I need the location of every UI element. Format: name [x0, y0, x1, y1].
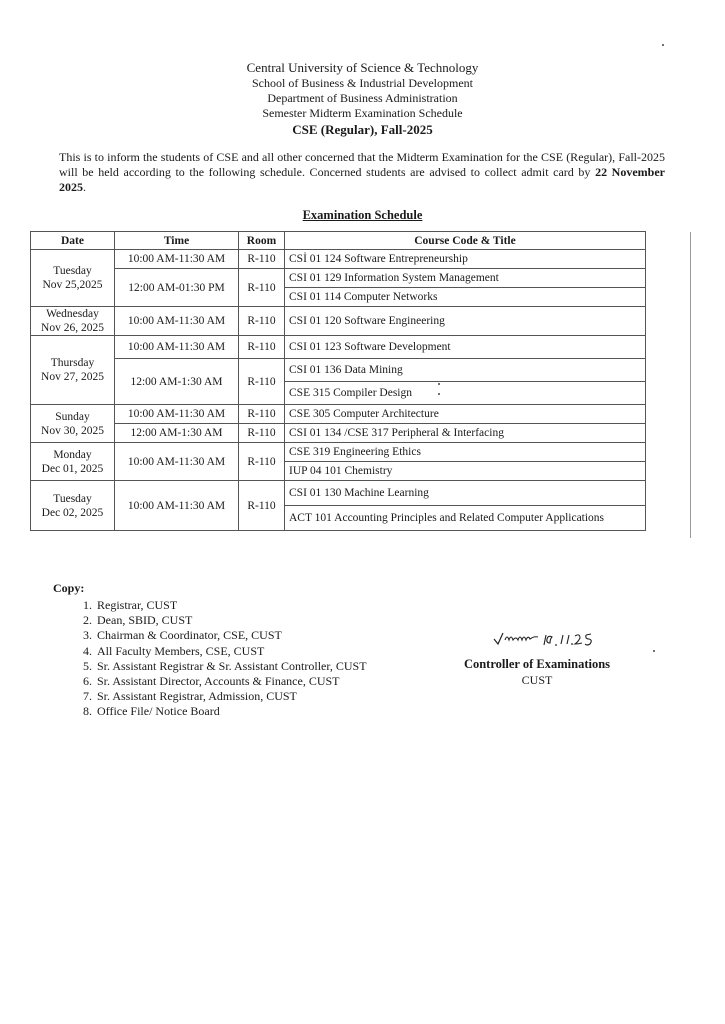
date-cell — [31, 336, 115, 405]
table-row — [31, 250, 646, 269]
date-cell — [31, 481, 115, 531]
university-name: Central University of Science & Technology — [246, 60, 479, 75]
course-cell: CSE 315 Compiler Design — [285, 382, 646, 405]
date-value: Dec 01, 2025 — [41, 462, 104, 475]
course-cell: IUP 04 101 Chemistry — [285, 462, 646, 481]
date-value: Nov 26, 2025 — [41, 322, 104, 334]
time-cell: 12:00 AM-1:30 AM — [115, 424, 239, 443]
header-date: Date — [31, 232, 115, 250]
table-row — [31, 359, 646, 382]
course-cell: CSI 01 114 Computer Networks — [285, 288, 646, 307]
exam-schedule-table — [30, 231, 646, 531]
time-cell: 10:00 AM-11:30 AM — [115, 481, 239, 531]
document-header — [0, 60, 725, 138]
time-cell: 10:00 AM-11:30 AM — [115, 405, 239, 424]
course-cell: CSE 319 Engineering Ethics — [285, 443, 646, 462]
date-cell — [31, 405, 115, 443]
time-cell: 10:00 AM-11:30 AM — [115, 443, 239, 481]
time-cell: 12:00 AM-01:30 PM — [115, 269, 239, 307]
department-name: Department of Business Administration — [267, 91, 458, 105]
table-row — [31, 405, 646, 424]
list-item: 1. Registrar, CUST — [95, 598, 367, 613]
room-cell: R-110 — [239, 359, 285, 405]
date-value: Nov 30, 2025 — [41, 424, 104, 437]
list-item: 3. Chairman & Coordinator, CSE, CUST — [95, 628, 367, 643]
signatory-title: Controller of Examinations — [463, 657, 611, 671]
room-cell: R-110 — [239, 250, 285, 269]
date-day: Sunday — [55, 410, 90, 423]
date-day: Tuesday — [53, 492, 92, 505]
course-cell: CSI 01 134 /CSE 317 Peripheral & Interfacing — [285, 424, 646, 443]
room-cell: R-110 — [239, 424, 285, 443]
course-cell: ACT 101 Accounting Principles and Related Computer Applications — [285, 506, 646, 531]
table-row — [31, 307, 646, 336]
copy-recipients — [53, 598, 367, 720]
header-course: Course Code & Title — [285, 232, 646, 250]
intro-paragraph — [59, 150, 665, 195]
scan-speck — [653, 650, 655, 652]
course-cell: CSI 01 120 Software Engineering — [285, 307, 646, 336]
admit-card-deadline: 22 November 2025 — [59, 165, 665, 194]
list-item: 7. Sr. Assistant Registrar, Admission, CUST — [95, 689, 367, 704]
list-item: 8. Office File/ Notice Board — [95, 704, 367, 719]
date-value: Nov 25,2025 — [42, 279, 103, 291]
date-day: Thursday — [50, 357, 95, 369]
room-cell: R-110 — [239, 405, 285, 424]
table-row — [31, 336, 646, 359]
header-time: Time — [115, 232, 239, 250]
list-item: 4. All Faculty Members, CSE, CUST — [95, 644, 367, 659]
room-cell: R-110 — [239, 336, 285, 359]
copy-list — [53, 581, 367, 720]
copy-title: Copy: — [53, 581, 85, 595]
date-day: Wednesday — [46, 308, 99, 320]
program-title: CSE (Regular), Fall-2025 — [292, 122, 433, 137]
table-row — [31, 269, 646, 288]
handwritten-signature — [490, 627, 600, 661]
scan-speck — [662, 44, 664, 46]
date-cell — [31, 307, 115, 336]
course-cell: CSI 01 123 Software Development — [285, 336, 646, 359]
list-item: 6. Sr. Assistant Director, Accounts & Finance, CUST — [95, 674, 367, 689]
date-cell — [31, 250, 115, 307]
schedule-title: Examination Schedule — [302, 208, 423, 222]
room-cell: R-110 — [239, 307, 285, 336]
intro-end: . — [83, 180, 86, 194]
course-cell: CSE 305 Computer Architecture — [285, 405, 646, 424]
date-value: Dec 02, 2025 — [41, 506, 104, 519]
date-day: Tuesday — [53, 265, 92, 277]
table-row — [31, 443, 646, 462]
course-cell: CSI 01 136 Data Mining — [285, 359, 646, 382]
date-value: Nov 27, 2025 — [41, 371, 104, 383]
time-cell: 12:00 AM-1:30 AM — [115, 359, 239, 405]
time-cell: 10:00 AM-11:30 AM — [115, 336, 239, 359]
scan-speck — [438, 383, 440, 385]
course-cell: CSI 01 129 Information System Management — [285, 269, 646, 288]
date-day: Monday — [53, 448, 92, 461]
time-cell: 10:00 AM-11:30 AM — [115, 250, 239, 269]
table-header-row — [31, 232, 646, 250]
list-item: 2. Dean, SBID, CUST — [95, 613, 367, 628]
header-room: Room — [239, 232, 285, 250]
scan-edge-line — [690, 232, 691, 538]
intro-text: This is to inform the students of CSE and all other concerned that the Midterm Examination for the CSE (Regular), Fall-2025 will be held according to the following schedule. Concerned students are advised to collect admit card by — [59, 150, 665, 179]
scan-speck — [438, 393, 440, 395]
list-item: 5. Sr. Assistant Registrar & Sr. Assistant Controller, CUST — [95, 659, 367, 674]
course-cell: CSİ 01 124 Software Entrepreneurship — [285, 250, 646, 269]
table-row — [31, 481, 646, 506]
schedule-name: Semester Midterm Examination Schedule — [262, 106, 463, 120]
course-cell: CSI 01 130 Machine Learning — [285, 481, 646, 506]
time-cell: 10:00 AM-11:30 AM — [115, 307, 239, 336]
room-cell: R-110 — [239, 443, 285, 481]
date-cell — [31, 443, 115, 481]
room-cell: R-110 — [239, 269, 285, 307]
room-cell: R-110 — [239, 481, 285, 531]
school-name: School of Business & Industrial Development — [252, 76, 473, 90]
signatory-org: CUST — [521, 673, 553, 687]
table-row — [31, 424, 646, 443]
